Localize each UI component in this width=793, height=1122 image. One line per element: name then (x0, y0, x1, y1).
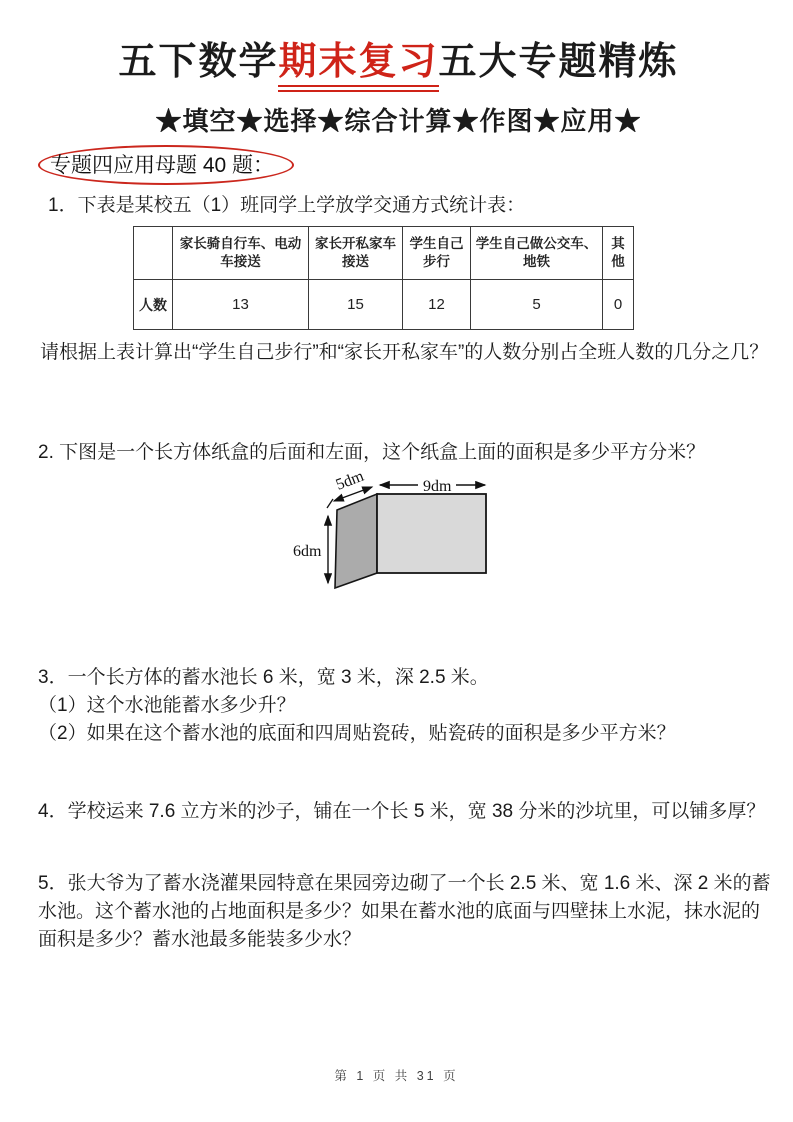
page-title (38, 30, 759, 92)
table-header-cell: 家长骑自行车、电动车接送 (173, 227, 309, 280)
section-heading-row (38, 145, 759, 185)
back-face-shape (377, 494, 486, 573)
question-3-text: 3．一个长方体的蓄水池长 6 米，宽 3 米，深 2.5 米。 (38, 667, 489, 689)
question-1-followup: 请根据上表计算出“学生自己步行”和“家长开私家车”的人数分别占全班人数的几分之几？ (40, 342, 769, 364)
left-face-shape (335, 494, 377, 588)
title-highlight: 期末复习 (278, 41, 438, 92)
page-number-footer: 第 1 页 共 31 页 (334, 1069, 459, 1083)
depth-dimension-tick (327, 499, 333, 508)
question-5-text: 5．张大爷为了蓄水浇灌果园特意在果园旁边砌了一个长 2.5 米、宽 1.6 米、深 2 米的蓄水池。这个蓄水池的占地面积是多少？如果在蓄水池的底面与四壁抹上水泥，抹水泥的面积是多少？蓄水池最多能装多少水？ (38, 873, 771, 950)
section-heading-circled: 专题四应用母题 40 题： (38, 145, 294, 185)
table-value-cell: 0 (603, 280, 634, 330)
box-figure-svg (288, 470, 628, 604)
page-subtitle: ★填空★选择★综合计算★作图★应用★ (155, 105, 642, 136)
table-value-cell: 15 (309, 280, 403, 330)
transport-stats-table (133, 226, 634, 330)
table-corner-cell (134, 227, 173, 280)
title-suffix: 五大专题精炼 (438, 41, 679, 83)
question-3-part1: （1）这个水池能蓄水多少升？ (38, 695, 296, 717)
width-dimension-label: 9dm (423, 478, 452, 496)
title-prefix: 五下数学 (118, 41, 279, 83)
question-3-part2: （2）如果在这个蓄水池的底面和四周贴瓷砖，贴瓷砖的面积是多少平方米？ (38, 723, 676, 745)
table-header-cell: 学生自己步行 (403, 227, 471, 280)
table-header-row (134, 227, 634, 280)
table-header-cell: 家长开私家车接送 (309, 227, 403, 280)
height-dimension-label: 6dm (293, 543, 322, 561)
question-4-text: 4．学校运来 7.6 立方米的沙子，铺在一个长 5 米，宽 38 分米的沙坑里，可以铺多厚？ (38, 801, 766, 823)
table-value-cell: 13 (173, 280, 309, 330)
table-header-cell: 其他 (603, 227, 634, 280)
question-2-text: 2. 下图是一个长方体纸盒的后面和左面，这个纸盒上面的面积是多少平方分米？ (38, 442, 706, 464)
box-figure (288, 470, 628, 604)
table-header-cell: 学生自己做公交车、地铁 (471, 227, 603, 280)
table-row-label: 人数 (134, 280, 173, 330)
table-value-cell: 12 (403, 280, 471, 330)
table-data-row (134, 280, 634, 330)
table-value-cell: 5 (471, 280, 603, 330)
depth-dimension-label: 5dm (333, 470, 367, 495)
question-1-text: 1．下表是某校五（1）班同学上学放学交通方式统计表： (48, 194, 526, 216)
